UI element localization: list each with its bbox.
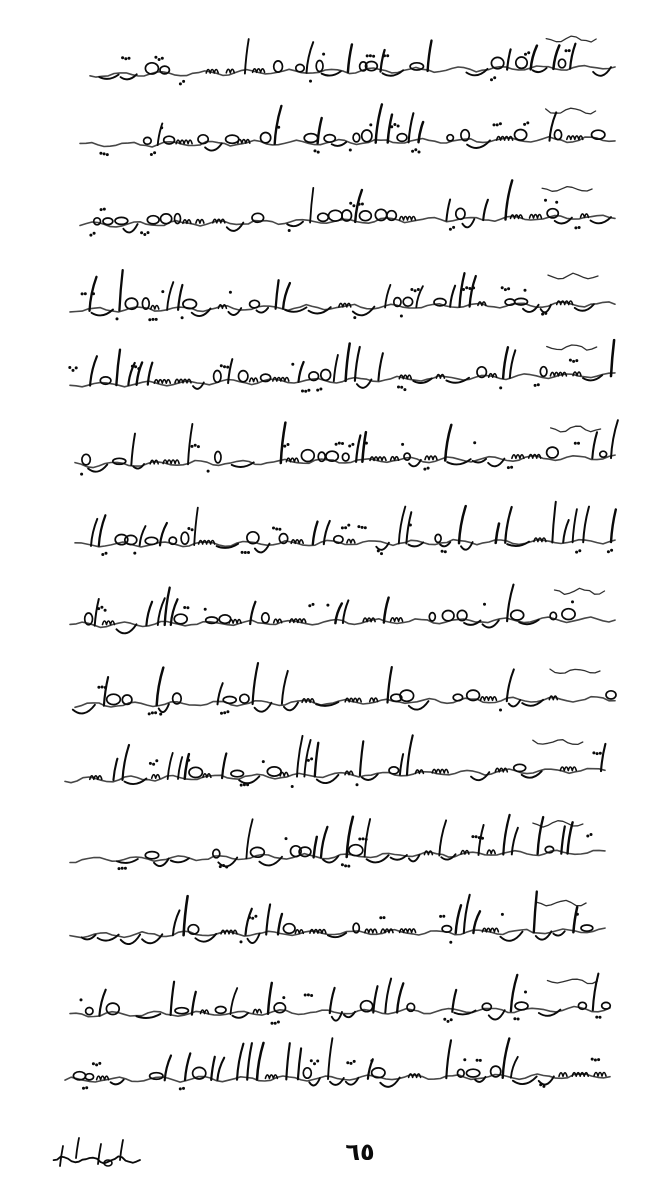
text-line bbox=[70, 974, 610, 1025]
text-line bbox=[70, 270, 615, 321]
text-line bbox=[65, 735, 605, 788]
text-line bbox=[70, 815, 605, 870]
text-line bbox=[70, 892, 605, 944]
text-line bbox=[65, 1038, 610, 1090]
text-line bbox=[68, 340, 615, 393]
text-line bbox=[80, 104, 615, 156]
page-number: ٦٥ bbox=[345, 1138, 375, 1166]
text-line bbox=[73, 663, 616, 716]
text-line bbox=[70, 585, 615, 634]
text-line bbox=[75, 502, 616, 556]
catchword bbox=[54, 1138, 140, 1166]
text-line bbox=[90, 36, 615, 85]
text-line bbox=[80, 180, 615, 236]
text-line bbox=[75, 420, 618, 475]
